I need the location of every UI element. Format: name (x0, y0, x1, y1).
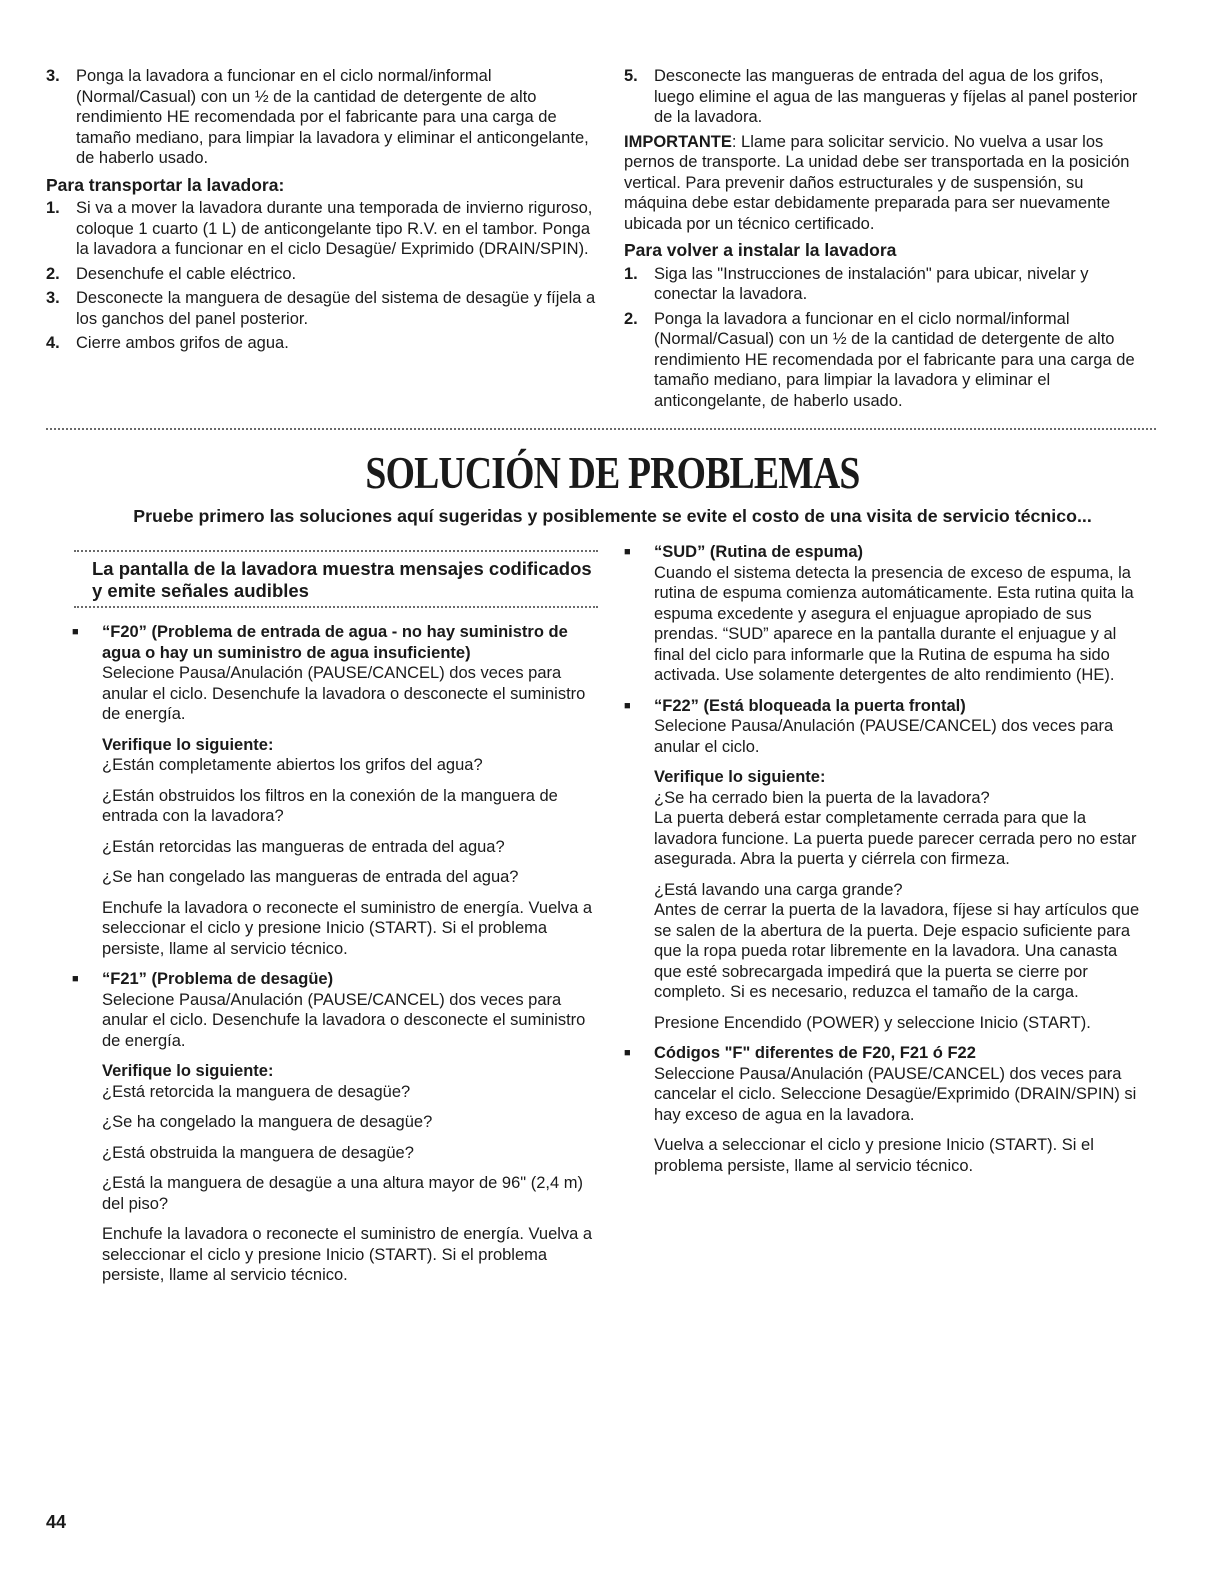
list-number: 5. (624, 67, 638, 85)
check-item: ¿Está retorcida la manguera de desagüe? (102, 1082, 411, 1101)
check-item: Enchufe la lavadora o reconecte el suministro de energía. Vuelva a seleccionar el ciclo y presione Inicio (START). Si el problema persiste, llame al servicio técnico. (102, 898, 593, 958)
check-item: ¿Están obstruidos los filtros en la conexión de la manguera de entrada con la lavadora? (102, 786, 558, 825)
list-number: 2. (624, 309, 638, 328)
check-item: ¿Están completamente abiertos los grifos del agua? (102, 756, 483, 774)
square-bullet-icon: ■ (624, 699, 631, 712)
section-subtitle: Pruebe primero las soluciones aquí sugeridas y posiblemente se evite el costo de una visita de servicio técnico... (133, 506, 1092, 526)
box-top-divider (74, 550, 598, 552)
square-bullet-icon: ■ (624, 1047, 631, 1059)
lower-right-column (624, 532, 1148, 1176)
transport-heading: Para transportar la lavadora: (46, 174, 285, 195)
bullet-title: “SUD” (Rutina de espuma) (654, 543, 864, 561)
list-text: Cierre ambos grifos de agua. (76, 334, 289, 352)
list-number: 1. (46, 199, 60, 217)
list-number: 1. (624, 264, 638, 283)
box-heading-wrap (74, 558, 594, 602)
page-number: 44 (46, 1512, 67, 1532)
top-left-column (46, 66, 602, 358)
reinstall-heading: Para volver a instalar la lavadora (624, 240, 897, 260)
important-label: IMPORTANTE (624, 132, 732, 151)
list-item (46, 288, 602, 329)
bullet-intro: Selecione Pausa/Anulación (PAUSE/CANCEL) dos veces para anular el ciclo. Desenchufe la lavadora o desconecte el suministro de energía. (102, 664, 586, 723)
check-answer: Antes de cerrar la puerta de la lavadora, fíjese si hay artículos que se salen de la abertura de la puerta. Deje espacio suficiente para que la ropa pueda rotar libremente en la lavadora. Una canasta que esté sobrecargada impedirá que la puerta se cierre por completo. Si es necesario, reduzca el tamaño de la carga. (654, 901, 1140, 1001)
bullet-title: “F22” (Está bloqueada la puerta frontal) (654, 696, 966, 715)
list-number: 4. (46, 334, 60, 352)
square-bullet-icon: ■ (72, 626, 79, 638)
list-number: 3. (46, 67, 60, 85)
section-divider (46, 428, 1156, 430)
square-bullet-icon: ■ (624, 546, 631, 558)
list-item (624, 66, 1146, 128)
list-text: Desconecte las mangueras de entrada del agua de los grifos, luego elimine el agua de las mangueras y fíjelas al panel posterior de la lavadora. (654, 67, 1138, 126)
check-item: Enchufe la lavadora o reconecte el suministro de energía. Vuelva a seleccionar el ciclo y presione Inicio (START). Si el problema persiste, llame al servicio técnico. (102, 1225, 593, 1284)
bullet-body (102, 622, 602, 959)
bullet-text: Seleccione Pausa/Anulación (PAUSE/CANCEL) dos veces para cancelar el ciclo. Seleccione Desagüe/Exprimido (DRAIN/SPIN) si hay exceso de agua en la lavadora. (654, 1064, 1137, 1124)
bullet-other-codes (624, 1043, 1148, 1176)
check-final: Presione Encendido (POWER) y seleccione Inicio (START). (654, 1013, 1091, 1032)
lower-left-column (72, 612, 602, 1286)
bullet-f20 (72, 622, 602, 959)
verify-heading: Verifique lo siguiente: (102, 1062, 274, 1080)
list-text: Desconecte la manguera de desagüe del sistema de desagüe y fíjela a los ganchos del panel posterior. (76, 289, 596, 328)
check-item: ¿Se han congelado las mangueras de entrada del agua? (102, 868, 519, 886)
list-text: Desenchufe el cable eléctrico. (76, 264, 297, 283)
bullet-text: Cuando el sistema detecta la presencia de exceso de espuma, la rutina de espuma comienza automáticamente. Esta rutina quita la espuma excedente y asegura el enjuague apropiado de sus prendas. “SUD” aparece en la pantalla durante el enjuague y al final del ciclo para informarle que la Rutina de espuma ha sido activada. Use solamente detergentes de alto rendimiento (HE). (654, 563, 1134, 684)
list-item (624, 309, 1146, 412)
check-item: ¿Está obstruida la manguera de desagüe? (102, 1143, 414, 1162)
check-item: ¿Se ha congelado la manguera de desagüe? (102, 1113, 433, 1131)
bullet-intro: Selecione Pausa/Anulación (PAUSE/CANCEL) dos veces para anular el ciclo. (654, 717, 1114, 756)
verify-heading: Verifique lo siguiente: (102, 735, 274, 754)
bullet-title: “F21” (Problema de desagüe) (102, 970, 334, 988)
list-text: Siga las "Instrucciones de instalación" para ubicar, nivelar y conectar la lavadora. (654, 264, 1089, 303)
list-item (46, 198, 602, 260)
bullet-body (654, 542, 1148, 686)
bullet-title: Códigos "F" diferentes de F20, F21 ó F22 (654, 1044, 976, 1062)
check-question: ¿Se ha cerrado bien la puerta de la lavadora? (654, 788, 990, 807)
bullet-body (654, 696, 1148, 1034)
section-title: SOLUCIÓN DE PROBLEMAS (365, 447, 860, 498)
list-text: Ponga la lavadora a funcionar en el ciclo normal/informal (Normal/Casual) con un ½ de la cantidad de detergente de alto rendimiento HE recomendada por el fabricante para una carga de tamaño mediano, para limpiar la lavadora y eliminar el anticongelante, de haberlo usado. (654, 309, 1135, 410)
list-item (46, 66, 602, 169)
bullet-f22 (624, 696, 1148, 1034)
list-text: Si va a mover la lavadora durante una temporada de invierno riguroso, coloque 1 cuarto (1 L) de anticongelante tipo R.V. en el tambor. Ponga la lavadora a funcionar en el ciclo Desagüe/ Exprimido (DRAIN/SPIN). (76, 199, 593, 258)
list-item (624, 264, 1146, 305)
check-answer: La puerta deberá estar completamente cerrada para que la lavadora funcione. La puerta puede parecer cerrada pero no estar asegurada. Abra la puerta y ciérrela con firmeza. (654, 809, 1137, 868)
square-bullet-icon: ■ (72, 973, 79, 985)
bullet-body (102, 969, 602, 1286)
bullet-f21 (72, 969, 602, 1286)
check-question: ¿Está lavando una carga grande? (654, 880, 903, 899)
top-right-column (624, 66, 1146, 415)
bullet-text: Vuelva a seleccionar el ciclo y presione Inicio (START). Si el problema persiste, llame al servicio técnico. (654, 1136, 1094, 1175)
box-heading: La pantalla de la lavadora muestra mensajes codificados y emite señales audibles (92, 558, 592, 601)
bullet-intro: Selecione Pausa/Anulación (PAUSE/CANCEL) dos veces para anular el ciclo. Desenchufe la lavadora o desconecte el suministro de energía. (102, 990, 586, 1050)
list-item (46, 264, 602, 285)
verify-heading: Verifique lo siguiente: (654, 768, 826, 786)
list-number: 2. (46, 264, 60, 283)
list-item (46, 333, 602, 354)
list-number: 3. (46, 289, 60, 307)
bullet-title: “F20” (Problema de entrada de agua - no hay suministro de agua o hay un suministro de agua insuficiente) (102, 623, 568, 662)
bullet-sud (624, 542, 1148, 686)
check-item: ¿Están retorcidas las mangueras de entrada del agua? (102, 837, 505, 856)
list-text: Ponga la lavadora a funcionar en el ciclo normal/informal (Normal/Casual) con un ½ de la cantidad de detergente de alto rendimiento HE recomendada por el fabricante para una carga de tamaño mediano, para limpiar la lavadora y eliminar el anticongelante, de haberlo usado. (76, 67, 589, 167)
bullet-body (654, 1043, 1148, 1176)
check-item: ¿Está la manguera de desagüe a una altura mayor de 96" (2,4 m) del piso? (102, 1174, 583, 1213)
important-note (624, 132, 1146, 235)
box-bottom-divider (74, 606, 598, 608)
important-text: : Llame para solicitar servicio. No vuelva a usar los pernos de transporte. La unidad debe ser transportada en la posición vertical. Para prevenir daños estructurales y de suspensión, su máquina debe estar debidamente preparada para ser nuevamente ubicada por un técnico certificado. (624, 132, 1130, 233)
